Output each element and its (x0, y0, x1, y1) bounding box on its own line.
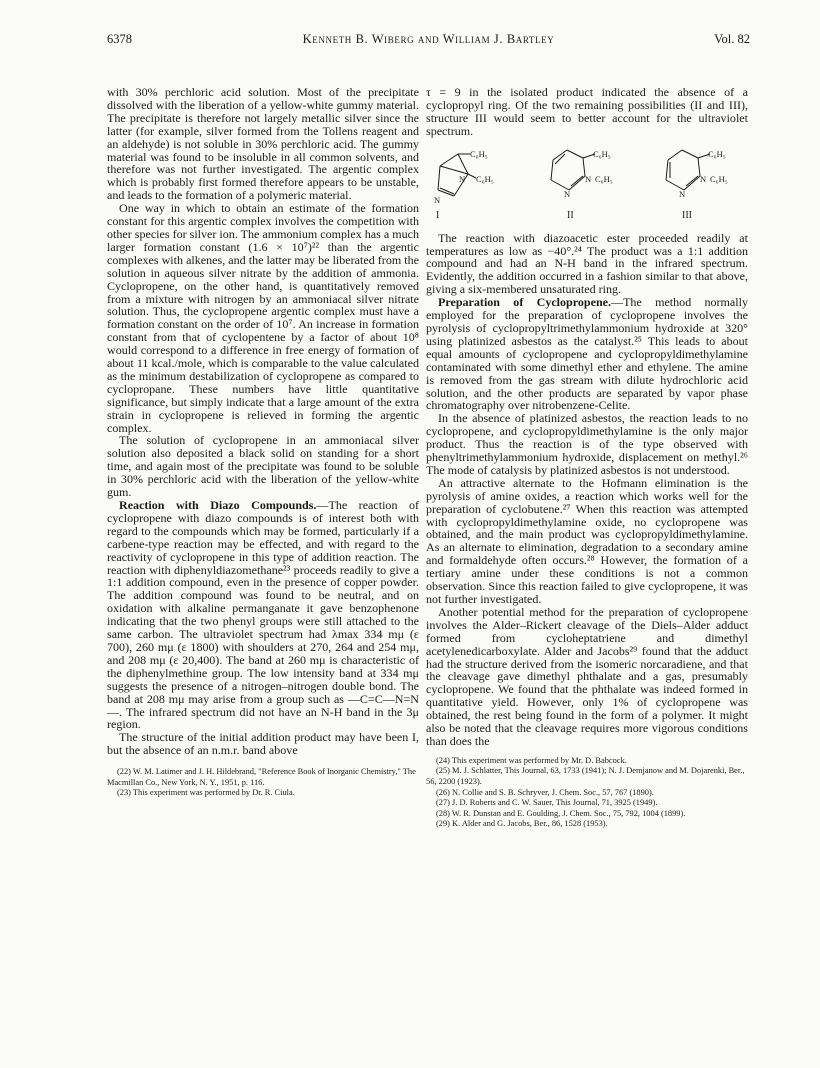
footnote: (22) W. M. Latimer and J. H. Hildebrand, "Reference Book of Inorganic Chemistry," The Macmillan Co., New York, N. Y., 1951, p. 116. (107, 767, 416, 787)
footnote: (29) K. Alder and G. Jacobs, Ber., 86, 1528 (1953). (436, 819, 608, 829)
substituent-label: C₆H₅ (476, 173, 494, 184)
footnotes (426, 756, 748, 830)
structure-II (537, 144, 637, 228)
nitrogen-label: N (585, 173, 592, 184)
structure-III (648, 144, 748, 228)
volume-label: Vol. 82 (714, 32, 750, 46)
footnote: (26) N. Collie and S. B. Schryver, J. Chem. Soc., 57, 767 (1890). (436, 787, 654, 797)
substituent-label: C₆H₅ (470, 148, 488, 159)
nitrogen-label: N (564, 188, 571, 199)
paragraph: Another potential method for the preparation of cyclopropene involves the Alder–Rickert cleavage of the Diels–Alder adduct formed from cycloheptatriene and dimethyl acetylenedicarboxylate. Alder and Jacobs²⁹ found that the adduct had the structure derived from the isomeric norcaradiene, and that the cleavage gave dimethyl phthalate and a gas, presumably cyclopropene. We found that the phthalate was indeed formed in quantitative yield. However, only 1% of cyclopropene was obtained, the rest being found in the form of a polymer. It might also be noted that the cleavage requires more vigorous conditions than does the (426, 604, 748, 748)
structure-numeral: II (567, 209, 574, 221)
section-heading: Preparation of Cyclopropene. (438, 295, 612, 310)
running-authors: Kenneth B. Wiberg and William J. Bartley (302, 32, 555, 46)
paragraph: One way in which to obtain an estimate of the formation constant for this argentic complex involves the competition with other species for silver ion. The ammonium complex has a much larger formation constant (1.6 × 10⁷)²² than the argentic complexes with alkenes, and the latter may be liberated from the solution in aqueous silver nitrate by the addition of ammonia. Cyclopropene, on the other hand, is quantitatively removed from a mixture with nitrogen by an ammoniacal silver nitrate solution. Thus, the cyclopropene argentic complex must have a formation constant on the order of 10⁷. An increase in formation constant from that of cyclopentene by a factor of about 10⁸ would correspond to a difference in free energy of formation of about 11 kcal./mole, which is comparable to the value calculated as the minimum destabilization of cyclopropene as compared to cyclopropane. These numbers have little quantitative significance, but simply indicate that a large amount of the extra strain in cyclopropene is relieved in forming the argentic complex. (107, 201, 419, 435)
substituent-label: C₆H₅ (595, 173, 613, 184)
footnotes (107, 767, 419, 799)
substituent-label: C₆H₅ (708, 148, 726, 159)
structure-numeral: I (436, 209, 440, 221)
paragraph-text: —The reaction of cyclopropene with diazo compounds is of interest both with regard to the compounds which may be formed, particularly if a carbene-type reaction may be effected, and with regard to the reactivity of cyclopropene in this type of addition reaction. The reaction with diphenyldiazomethane²³ proceeds readily to give a 1:1 addition compound, even in the presence of copper powder. The addition compound was found to be neutral, and on oxidation with alkaline permanganate it gave benzophenone indicating that the two phenyl groups were still attached to the same carbon. The ultraviolet spectrum had λmax 334 mμ (ε 700), 260 mμ (ε 1800) with shoulders at 270, 264 and 254 mμ, and 208 mμ (ε 20,400). The band at 260 mμ is characteristic of the diphenylmethine group. The low intensity band at 334 mμ suggests the presence of a nitrogen–nitrogen double bond. The band at 208 mμ may arise from a group such as —C=C—N=N—. The infrared spectrum did not have an N-H band in the 3μ region. (107, 498, 419, 732)
paragraph: The structure of the initial addition product may have been I, but the absence of an n.m.r. band above (107, 730, 419, 758)
paragraph: τ = 9 in the isolated product indicated the absence of a cyclopropyl ring. Of the two remaining possibilities (II and III), structure III would seem to better account for the ultraviolet spectrum. (426, 85, 748, 138)
substituent-label: C₆H₅ (710, 173, 728, 184)
paragraph: with 30% perchloric acid solution. Most of the precipitate dissolved with the liberation of a yellow-white gummy material. The precipitate is therefore not largely metallic silver since the latter (for example, silver formed from the Tollens reagent and an aldehyde) is not soluble in 30% perchloric acid. The gummy material was found to be insoluble in all common solvents, and therefore was not further investigated. The argentic complex which is probably first formed therefore appears to be unstable, and leads to the formation of a polymeric material. (107, 85, 419, 203)
structure-I (426, 144, 526, 228)
nitrogen-label: N (700, 173, 707, 184)
structure-row (426, 142, 748, 228)
footnote: (27) J. D. Roberts and C. W. Sauer, This Journal, 71, 3925 (1949). (436, 798, 658, 808)
footnote: (24) This experiment was performed by Mr. D. Babcock. (436, 755, 627, 765)
footnote: (23) This experiment was performed by Dr. R. Ciula. (117, 788, 295, 798)
paragraph (426, 296, 748, 412)
paragraph-text: —The method normally employed for the preparation of cyclopropene involves the pyrolysis of cyclopropyltrimethylammonium hydroxide at 320° using platinized asbestos as the catalyst.²⁵ This leads to about equal amounts of cyclopropene and cyclopropyldimethylamine contaminated with some dimethyl ether and ethylene. The amine is removed from the gas stream with dilute hydrochloric acid solution, and the other products are separated by vapor phase chromatography over nitrobenzene-Celite. (426, 295, 748, 413)
paragraph (107, 499, 419, 731)
running-header (107, 32, 750, 50)
substituent-label: C₆H₅ (593, 148, 611, 159)
paragraph: The solution of cyclopropene in an ammoniacal silver solution also deposited a black solid on standing for a short time, and again most of the precipitate was found to be soluble in 30% perchloric acid with the liberation of the yellow-white gum. (107, 433, 419, 500)
paragraph: An attractive alternate to the Hofmann elimination is the pyrolysis of amine oxides, a reaction which works well for the preparation of cyclobutene.²⁷ When this reaction was attempted with cyclopropyldimethylamine oxide, no cyclopropene was obtained, and the main product was cyclopropyldimethylamine. As an alternate to elimination, degradation to a secondary amine and formaldehyde often occurs.²⁸ However, the formation of a tertiary amine under these conditions is not a common observation. Since this reaction failed to give cyclopropene, it was not further investigated. (426, 475, 748, 606)
section-heading: Reaction with Diazo Compounds. (119, 498, 317, 512)
paragraph: The reaction with diazoacetic ester proceeded readily at temperatures as low as −40°.²⁴ The product was a 1:1 addition compound and had an N-H band in the infrared spectrum. Evidently, the addition occurred in a fashion similar to that above, giving a six-membered unsaturated ring. (426, 230, 748, 297)
footnote: (28) W. R. Dunstan and E. Goulding, J. Chem. Soc., 75, 792, 1004 (1899). (436, 808, 686, 818)
nitrogen-label: N (679, 188, 686, 199)
paragraph: In the absence of platinized asbestos, the reaction leads to no cyclopropene, and cyclopropyldimethylamine is the only major product. Thus the reaction is of the type observed with phenyltrimethylammonium hydroxide, displacement on methyl.²⁶ The mode of catalysis by platinized asbestos is not understood. (426, 411, 748, 477)
ring-drawing (648, 144, 748, 218)
right-column (426, 86, 748, 830)
nitrogen-label: N (459, 173, 466, 184)
left-column (107, 86, 419, 799)
structure-numeral: III (682, 209, 692, 221)
footnote: (25) M. J. Schlatter, This Journal, 63, 1733 (1941); N. J. Demjanow and M. Dojarenki, Ber., 56, 2200 (1923). (426, 766, 745, 787)
nitrogen-label: N (434, 194, 441, 205)
page-number: 6378 (107, 32, 132, 46)
